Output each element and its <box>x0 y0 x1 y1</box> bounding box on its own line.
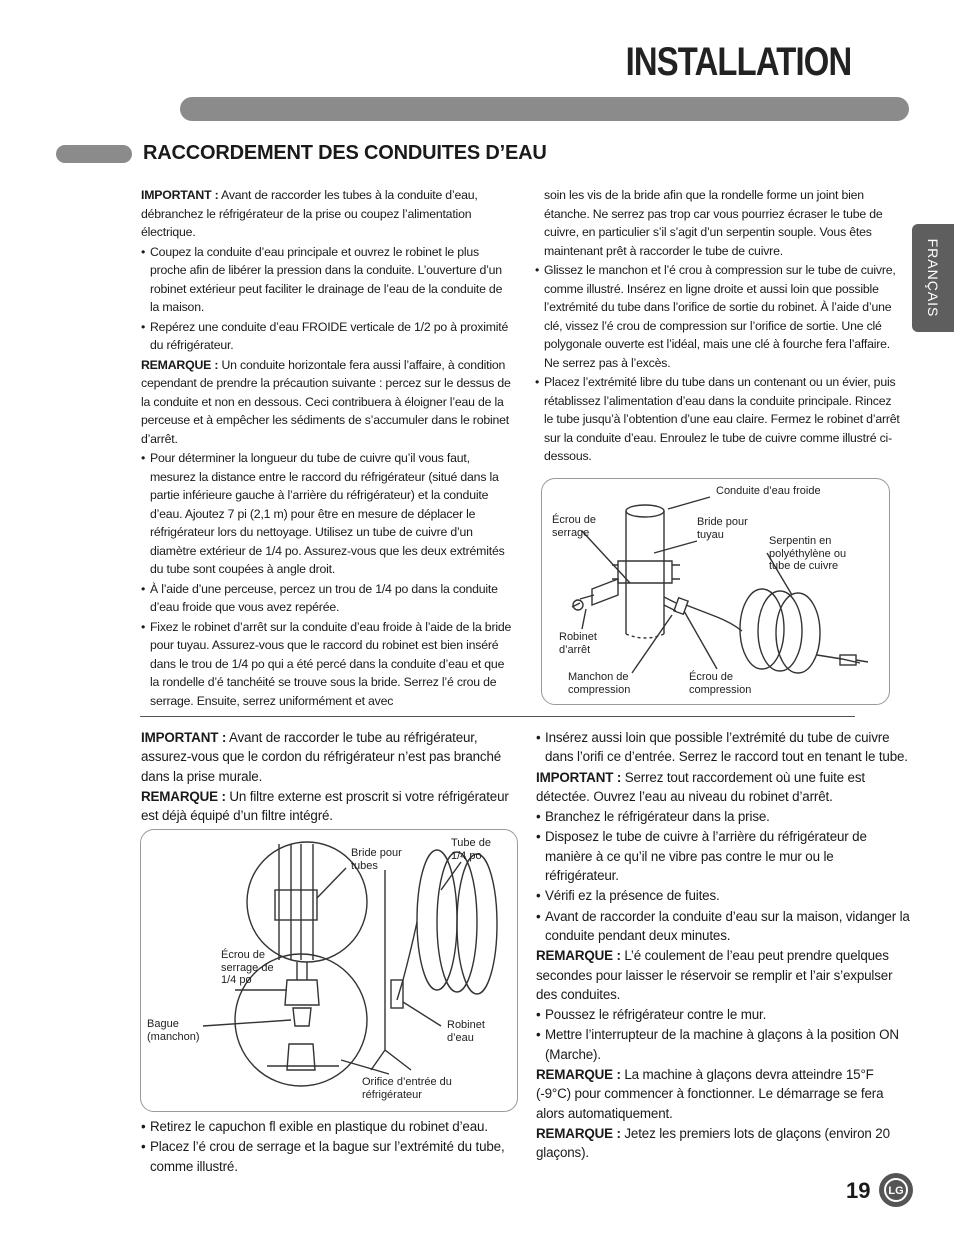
caption-coil: Serpentin en polyéthylène ou tube de cuivre <box>769 535 847 572</box>
list-item: • À l’aide d’une perceuse, percez un trou de 1/4 po dans la conduite d’eau froide que vous avez repérée. <box>141 580 513 617</box>
caption-valve: Robinet d’arrêt <box>559 631 597 656</box>
language-tab <box>912 224 954 332</box>
caption-inlet: Orifice d’entrée du réfrigérateur <box>362 1076 452 1101</box>
paragraph: IMPORTANT : Avant de raccorder le tube au réfrigérateur, assurez-vous que le cordon du réfrigérateur n’est pas branché dans la prise murale. <box>141 730 502 784</box>
section-divider <box>140 716 855 717</box>
caption-nut: Écrou de serrage <box>552 514 597 539</box>
list-item: • Mettre l’interrupteur de la machine à glaçons à la position ON (Marche). <box>536 1025 910 1064</box>
lg-logo-icon <box>879 1173 913 1207</box>
paragraph: REMARQUE : Jetez les premiers lots de glaçons (environ 20 glaçons). <box>536 1125 890 1161</box>
list-item: • Placez l’extrémité libre du tube dans un contenant ou un évier, puis rétablissez l’alimentation d’eau dans la conduite principale. Rincez le tube jusqu’à l’obtention d’une eau claire. Fermez le robinet d’arrêt sur la conduite d’eau. Enroulez le tube de cuivre comme illustré ci-dessous. <box>535 373 901 466</box>
list-item: • Repérez une conduite d’eau FROIDE verticale de 1/2 po à proximité du réfrigérateur. <box>141 318 513 355</box>
paragraph: soin les vis de la bride afin que la rondelle forme un joint bien étanche. Ne serrez pas trop car vous pourriez écraser le tube de cuivre, en particulier s’il s’agit d’un serpentin souple. Vous êtes maintenant prêt à raccorder le tube de cuivre. <box>544 188 883 258</box>
caption-clamp: Bride pour tubes <box>351 847 402 872</box>
list-item: • Avant de raccorder la conduite d’eau sur la maison, vidanger la conduite pendant deux minutes. <box>536 907 910 946</box>
figure-valve-connection <box>541 478 890 705</box>
section-title: RACCORDEMENT DES CONDUITES D’EAU <box>143 142 547 164</box>
lower-right-column <box>536 728 910 1164</box>
section-pill <box>56 145 132 163</box>
language-tab-label: FRANÇAIS <box>925 238 941 318</box>
list-item: • Insérez aussi loin que possible l’extrémité du tube de cuivre dans l’orifi ce d’entrée. Serrez le raccord tout en tenant le tube. <box>536 728 910 767</box>
paragraph: IMPORTANT : Serrez tout raccordement où une fuite est détectée. Ouvrez l’eau au niveau du robinet d’arrêt. <box>536 769 865 804</box>
header-bar <box>180 97 909 121</box>
lower-left-column <box>141 728 519 826</box>
paragraph: REMARQUE : La machine à glaçons devra atteindre 15°F (-9°C) pour commencer à fonctionner. Le démarrage se fera alors automatiquement. <box>536 1067 884 1121</box>
caption-nut: Écrou de serrage de 1/4 po <box>221 949 274 986</box>
caption-sleeve: Manchon de compression <box>568 671 631 696</box>
caption-ring: Bague (manchon) <box>147 1018 200 1043</box>
fridge-inlet-diagram <box>141 830 517 1111</box>
list-item: • Coupez la conduite d’eau principale et ouvrez le robinet le plus proche afin de libérer la pression dans la conduite. L’ouverture d’un robinet extérieur peut faciliter le drainage de l’eau de la conduite de la maison. <box>141 243 513 317</box>
lower-left-bullets <box>141 1117 519 1177</box>
caption-cold-line: Conduite d’eau froide <box>716 485 821 497</box>
list-item: • Disposez le tube de cuivre à l’arrière du réfrigérateur de manière à ce qu’il ne vibre pas contre le mur ou le réfrigérateur. <box>536 827 910 885</box>
paragraph: REMARQUE : Un filtre externe est proscrit si votre réfrigérateur est déjà équipé d’un filtre intégré. <box>141 788 509 824</box>
caption-tube: Tube de 1/4 po <box>451 837 491 862</box>
paragraph: REMARQUE : L’é coulement de l’eau peut prendre quelques secondes pour laisser le réservoir se remplir et l’air s’expulser des conduites. <box>536 948 893 1002</box>
list-item: • Branchez le réfrigérateur dans la prise. <box>536 807 910 826</box>
upper-left-column <box>141 186 513 711</box>
upper-right-column <box>535 186 901 467</box>
caption-comp-nut: Écrou de compression <box>689 671 752 696</box>
list-item: • Glissez le manchon et l’é crou à compression sur le tube de cuivre, comme illustré. Insérez en ligne droite et aussi loin que possible l’extrémité du tube dans l’orifice de sortie du robinet. À l’aide d’une clé, vissez l’é crou de compression sur l’orifice de sortie. Une clé polygonale ouverte est l’idéal, mais une clé à fourche fera l’affaire. Ne serrez pas à l’excès. <box>535 261 901 372</box>
figure-fridge-connection <box>140 829 518 1112</box>
list-item: • Fixez le robinet d’arrêt sur la conduite d’eau froide à l’aide de la bride pour tuyau. Assurez-vous que le raccord du robinet est bien inséré dans le trou de 1/4 po qui a été percé dans la conduite d’eau et que la rondelle d’é tanchéité se trouve sous la bride. Serrez l’é crou de serrage. Ensuite, serrez uniformément et avec <box>141 618 513 711</box>
list-item: • Poussez le réfrigérateur contre le mur. <box>536 1005 910 1024</box>
list-item: • Retirez le capuchon fl exible en plastique du robinet d’eau. <box>141 1117 519 1136</box>
paragraph: REMARQUE : Un conduite horizontale fera aussi l’affaire, à condition cependant de prendre la précaution suivante : percez sur le dessus de la conduite et non en dessous. Ceci contribuera à éloigner l’eau de la perceuse et à empêcher les sédiments de s’accumuler dans le robinet d’arrêt. <box>141 357 511 446</box>
caption-valve: Robinet d’eau <box>447 1019 485 1044</box>
page-title: INSTALLATION <box>625 40 851 84</box>
lg-logo-mark <box>879 1173 913 1207</box>
paragraph: IMPORTANT : Avant de raccorder les tubes à la conduite d’eau, débranchez le réfrigérateur de la prise ou coupez l’alimentation électrique. <box>141 188 478 239</box>
svg-text:LG: LG <box>888 1185 904 1197</box>
page-number: 19 <box>846 1178 871 1203</box>
list-item: • Vérifi ez la présence de fuites. <box>536 886 910 905</box>
list-item: • Placez l’é crou de serrage et la bague sur l’extrémité du tube, comme illustré. <box>141 1137 519 1176</box>
list-item: • Pour déterminer la longueur du tube de cuivre qu’il vous faut, mesurez la distance entre le raccord du réfrigérateur (situé dans la partie inférieure gauche à l’arrière du réfrigérateur) et la conduite d’eau. Ajoutez 7 pi (2,1 m) pour être en mesure de déplacer le réfrigérateur lors du nettoyage. Utilisez un tube de cuivre d’un diamètre extérieur de 1/4 po. Assurez-vous que les deux extrémités du tube sont coupées à angle droit. <box>141 449 513 579</box>
caption-clamp: Bride pour tuyau <box>697 516 748 541</box>
